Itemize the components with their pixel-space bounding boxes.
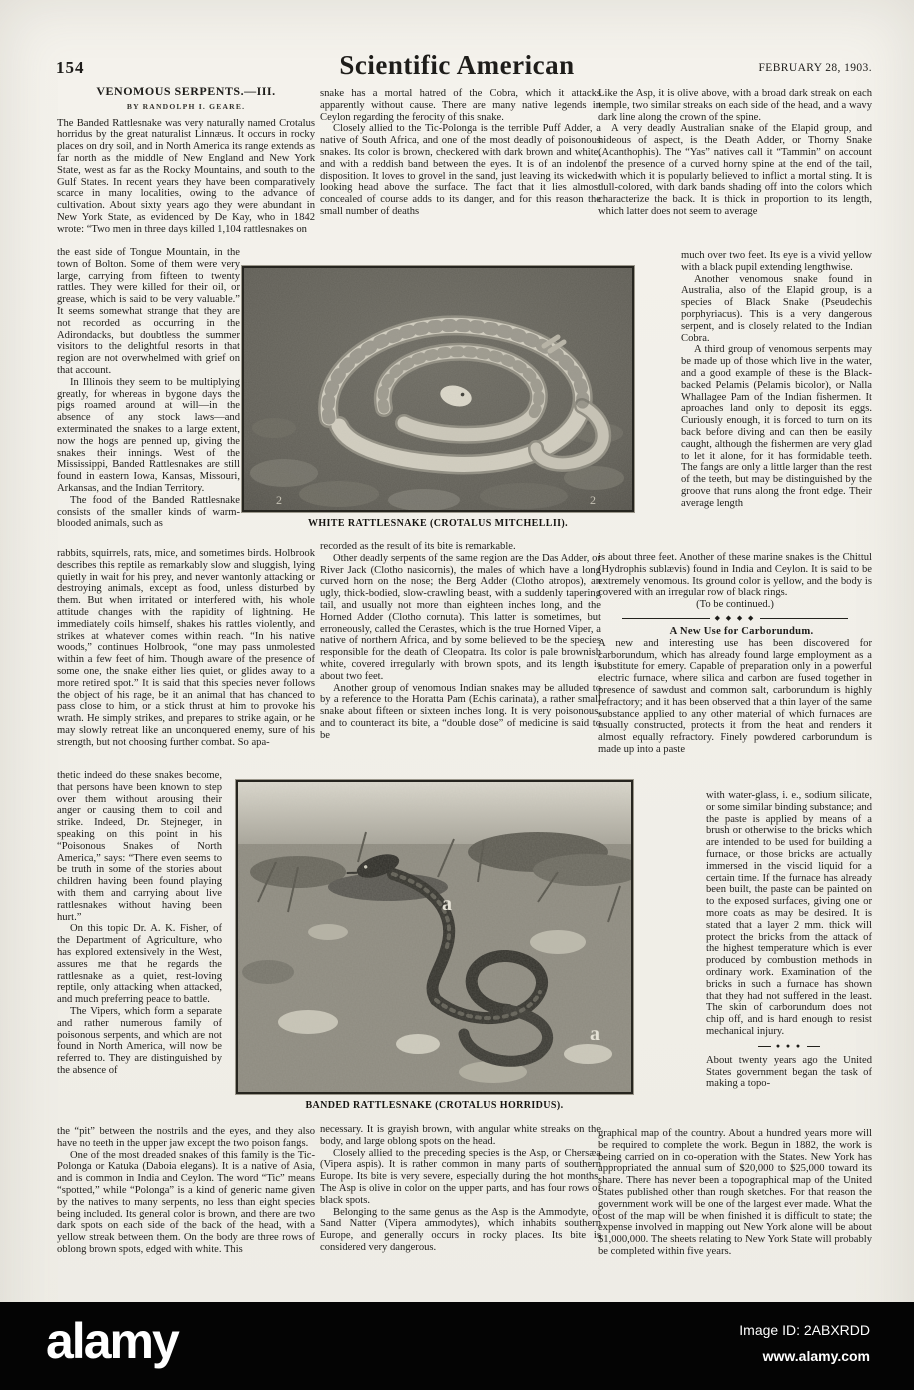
column-right-block-4	[706, 790, 872, 1126]
column-left-block-1	[57, 86, 315, 247]
figure-caption: BANDED RATTLESNAKE (CROTALUS HORRIDUS).	[305, 1100, 564, 1111]
divider-dots: ● ● ●	[775, 1041, 803, 1050]
column-right-block-1	[598, 88, 872, 248]
column-left-block-3	[57, 548, 315, 769]
paragraph: Another group of venomous Indian snakes may be alluded to by a reference to the Horatta Pam (Echis carinata), a rather small snake about fifteen or sixteen inches long. It is very poisonous, and to counteract its bite, a “double dose” of medicine is said to be	[320, 682, 601, 741]
paragraph: In Illinois they seem to be multiplying greatly, for whereas in bygone days the pigs roamed around at will—in the absence of any stock laws—and exterminated the snakes to a large extent, now the hogs are penned up, giving the snakes their innings. West of the Mississippi, Banded Rattlesnakes are still found in eastern Iowa, Kansas, Missouri, Arkansas, and the Indian Territory.	[57, 376, 240, 494]
column-left-block-4	[57, 770, 222, 1124]
column-left-block-5	[57, 1126, 315, 1282]
paragraph: A third group of venomous serpents may be made up of those which live in the water, and a good example of these is the Black-backed Pelamis (Pelamis bicolor), or Nalla Whallagee Pam of the Indian fishermen. It aproaches land only to deposit its eggs. Curiously enough, it is forced to turn on its back before diving and can then be easily caught, although the fishermen are very glad to let it alone, for it has formidable teeth. The fangs are only a little larger than the rest of the teeth, but may be distinguished by the groove that runs along the front edge. Their average length	[681, 344, 872, 509]
plate-marker: 2	[590, 493, 596, 507]
watermark-info	[739, 1318, 870, 1370]
to-be-continued: (To be continued.)	[696, 599, 774, 611]
paragraph: On this topic Dr. A. K. Fisher, of the Department of Agriculture, who has explored extensively in the West, assures me that he regards the rattlesnake as a quiet, rest-loving reptile, only attacking when attacked, and much preferring peace to battle.	[57, 923, 222, 1006]
watermark-bar	[0, 1302, 914, 1390]
paragraph: One of the most dreaded snakes of this family is the Tic-Polonga or Katuka (Daboia elegans). It is a native of Asia, and is common in India and Ceylon. The word “Tic” means “spotted,” while “Polonga” is a kind of generic name given by the natives to many serpents, no less than eight species being included. Its general color is brown, and there are two dark spots on each side of the back of the head, with a yellow streak between them. On the body are three rows of oblong brown spots, edged with white. This	[57, 1149, 315, 1255]
carborundum-heading: A New Use for Carborundum.	[669, 625, 814, 637]
paragraph: Closely allied to the Tic-Polonga is the terrible Puff Adder, a native of South Africa, and one of the most deadly of poisonous snakes. Its color is brown, checkered with dark brown and white, and with a reddish band between the eyes. It is of an indolent disposition. It loves to grovel in the sand, just leaving its wicked-looking head above the surface. The fact that it lies almost concealed of course adds to its danger, and for this reason the small number of deaths	[320, 123, 601, 217]
issue-date: FEBRUARY 28, 1903.	[758, 62, 872, 74]
figure-banded-rattlesnake	[236, 780, 633, 1111]
paragraph: graphical map of the country. About a hundred years more will be required to complete the work. Begun in 1882, the work is being carried on in co-operation with the States. New York has appropriated the annual sum of $20,000 to $25,000 toward its share. There has never been a topographical map of the United States published other than rough sketches. For that reason the government work will be one of the largest ever made. What the cost of the map will be when finished it is difficult to state; the expense involved in mapping out New York alone will be about $1,000,000. The sheets relating to New York State will probably be completed within five years.	[598, 1128, 872, 1257]
figure-white-rattlesnake	[242, 266, 634, 529]
paragraph: the east side of Tongue Mountain, in the town of Bolton. Some of them were very large, carrying from fifteen to twenty rattles. They were killed for their oil, or grease, which is said to be very valuable.” It seems somewhat strange that they are not recorded as occurring in the Adirondacks, but doubtless the summer visitors to the delightful resorts in that region are not overwhelmed with grief on that account.	[57, 247, 240, 376]
paragraph: recorded as the result of its bite is remarkable.	[320, 541, 516, 552]
short-divider-ornament	[758, 1043, 820, 1050]
column-middle-block-2	[320, 541, 601, 775]
alamy-logo: alamy	[46, 1313, 178, 1369]
column-middle-block-1	[320, 88, 601, 248]
plate-marker: 2	[276, 493, 282, 507]
column-right-block-2	[681, 250, 872, 550]
paragraph: is about three feet. Another of these marine snakes is the Chittul (Hydrophis sublævis) found in India and Ceylon. It is said to be extremely venomous. Its ground color is yellow, and the body is covered with an irregular row of black rings.	[598, 552, 872, 599]
paragraph: the “pit” between the nostrils and the eyes, and they also have no teeth in the upper jaw except the two poison fangs.	[57, 1126, 315, 1149]
paragraph: The Vipers, which form a separate and rather numerous family of poisonous serpents, and which are not found in North America, will now be referred to. They are distinguished by the absence of	[57, 1005, 222, 1076]
page-number: 154	[56, 58, 85, 77]
alamy-url: www.alamy.com	[762, 1347, 870, 1364]
column-middle-block-3	[320, 1124, 601, 1282]
paragraph: Belonging to the same genus as the Asp is the Ammodyte, or Sand Natter (Vipera ammodytes), which inhabits southern Europe, and generally occurs in rocky places. Its bite is considered very dangerous.	[320, 1206, 601, 1253]
paragraph: Other deadly serpents of the same region are the Das Adder, or River Jack (Clotho nasicornis), the males of which have a long curved horn on the nose; the Berg Adder (Clotho atropos), an ugly, thick-bodied, slow-crawling beast, with a suddenly tapering tail, and usually not more than eighteen inches long, and the Horned Adder (Clotho cornuta). This latter is sometimes, but erroneously, called the Cerastes, which is the true Horned Viper, a native of northern Africa, and by some believed to be the species responsible for the death of Cleopatra. Its color is pale brownish white, covered irregularly with brown spots, and its length is about two feet.	[320, 552, 601, 682]
paragraph: Closely allied to the preceding species is the Asp, or Chersæa (Vipera aspis). It is rather common in many parts of southern Europe. Its bite is very severe, especially during the hot months. The Asp is olive in color on the upper parts, and has four rows of black spots.	[320, 1147, 601, 1206]
paragraph: A very deadly Australian snake of the Elapid group, and hideous of aspect, is the Death Adder, or Thorny Snake (Acanthophis). The “Yas” natives call it “Tammin” on account of the presence of a curved horny spine at the end of the tail, with which it is popularly believed to inflict a mortal sting. It is dull-colored, with dark bands shading off into the colors which characterize the back. It is thick in proportion to its length, which latter does not seem to average	[598, 123, 872, 217]
photo-label-a: a	[590, 1023, 600, 1045]
column-right-block-3	[598, 552, 872, 788]
film-grain-overlay	[244, 268, 632, 510]
section-divider-ornament	[622, 615, 848, 622]
paragraph: much over two feet. Its eye is a vivid yellow with a black pupil extending lengthwise.	[681, 250, 872, 273]
paragraph: Another venomous snake found in Australia, also of the Elapid group, is a species of Black Snake (Pseudechis porphyriacus). This is a very dangerous serpent, and is closely related to the Indian Cobra.	[681, 273, 872, 344]
film-grain-overlay	[238, 782, 631, 1092]
image-id-text: Image ID: 2ABXRDD	[739, 1322, 870, 1338]
column-right-block-5	[598, 1128, 872, 1282]
paragraph: necessary. It is grayish brown, with angular white streaks on the body, and large oblong spots on the head.	[320, 1124, 601, 1147]
paragraph: snake has a mortal hatred of the Cobra, which it attacks apparently without cause. There are many native legends in Ceylon regarding the ferocity of this snake.	[320, 88, 601, 123]
paragraph: thetic indeed do these snakes become, that persons have been known to step over them without arousing their anger or causing them to coil and strike. Indeed, Dr. Stejneger, in speaking on this point in his “Poisonous Snakes of North America,” says: “There even seems to be truth in some of the stories about children having been found playing with them and carrying about live rattlesnakes without having been hurt.”	[57, 770, 222, 923]
paragraph: with water-glass, i. e., sodium silicate, or some similar binding substance; and the paste is applied by means of a brush or otherwise to the bricks which are intended to be used for building a furnace, or those bricks are actually immersed in the viscid liquid for a certain time. If the furnace has already been built, the paste can be painted on to the exposed surfaces, giving one or more coats as may be desired. It is stated that a layer 2 mm. thick will protect the bricks from the attack of the highest temperature which is ever produced by combustion methods in ordinary work. Examination of the bricks in such a furnace has shown that they had not suffered in the least. The skin of carborundum does not chip off, and is hard enough to resist mechanical injury.	[706, 790, 872, 1037]
paragraph: The Banded Rattlesnake was very naturally named Crotalus horridus by the great naturalist Linnæus. It occurs in rocky places on dry soil, and in North America its range extends as far north as the middle of New England and New York State, west as far as the Rocky Mountains, and south to the Gulf States. In recent years they have been comparatively scarce in many localities, owing to the advance of cultivation. About sixty years ago they were abundant in New York State, as evidenced by De Kay, who in 1842 wrote: “Two men in three days killed 1,104 rattlesnakes on	[57, 117, 315, 235]
photo-label-a: a	[442, 893, 452, 915]
paragraph: Like the Asp, it is olive above, with a broad dark streak on each temple, two similar streaks on each side of the head, and a wavy dark line along the crown of the spine.	[598, 88, 872, 123]
white-rattlesnake-photo	[242, 266, 634, 512]
article-title: VENOMOUS SERPENTS.—III.	[96, 86, 276, 98]
divider-glyphs: ◆ ◆ ◆ ◆	[714, 613, 756, 622]
article-byline: BY RANDOLPH I. GEARE.	[126, 101, 246, 111]
paragraph: rabbits, squirrels, rats, mice, and sometimes birds. Holbrook describes this reptile as remarkably slow and sluggish, lying quietly in wait for his prey, and never wantonly attacking or destroying animals, except as food, unless disturbed by them. But when irritated or interfered with, his whole attitude changes with the rapidity of lightning. He immediately coils himself, shakes his rattles violently, and strikes at whatever comes within reach. “In his native woods,” continues Holbrook, “one may pass unmolested within a few feet of him. Though aware of the presence of some one, the snake either lies quiet, or glides away to a more retired spot.” It is said that this species never follows the object of his rage, be it an animal that has chanced to pass close to him, or a stick thrust at him to provoke his wrath. He simply strikes, and prepares to strike again, or he may slowly retreat like an unconquered enemy, sure of his strength, but not choosing further combat. So apa-	[57, 548, 315, 748]
banded-rattlesnake-photo	[236, 780, 633, 1094]
paragraph: About twenty years ago the United States government began the task of making a topo-	[706, 1054, 872, 1090]
figure-caption: WHITE RATTLESNAKE (CROTALUS MITCHELLII).	[307, 518, 569, 529]
column-left-block-2	[57, 247, 240, 546]
paragraph: The food of the Banded Rattlesnake consists of the smaller kinds of warm-blooded animals, such as	[57, 494, 240, 530]
paragraph: A new and interesting use has been discovered for carborundum, which has already found large employment as a substitute for emery. Capable of preparation only in a powerful electric furnace, where silica and carbon are fused together in presence of sawdust and common salt, carborundum is highly refractory; and it has been observed that a thin layer of the same substance applied to any other material of which furnaces are usually constructed, protects it from the heat and renders it almost equally refractory. Finely powdered carborundum is made up into a paste	[598, 637, 872, 755]
journal-masthead: Scientific American	[339, 50, 575, 80]
